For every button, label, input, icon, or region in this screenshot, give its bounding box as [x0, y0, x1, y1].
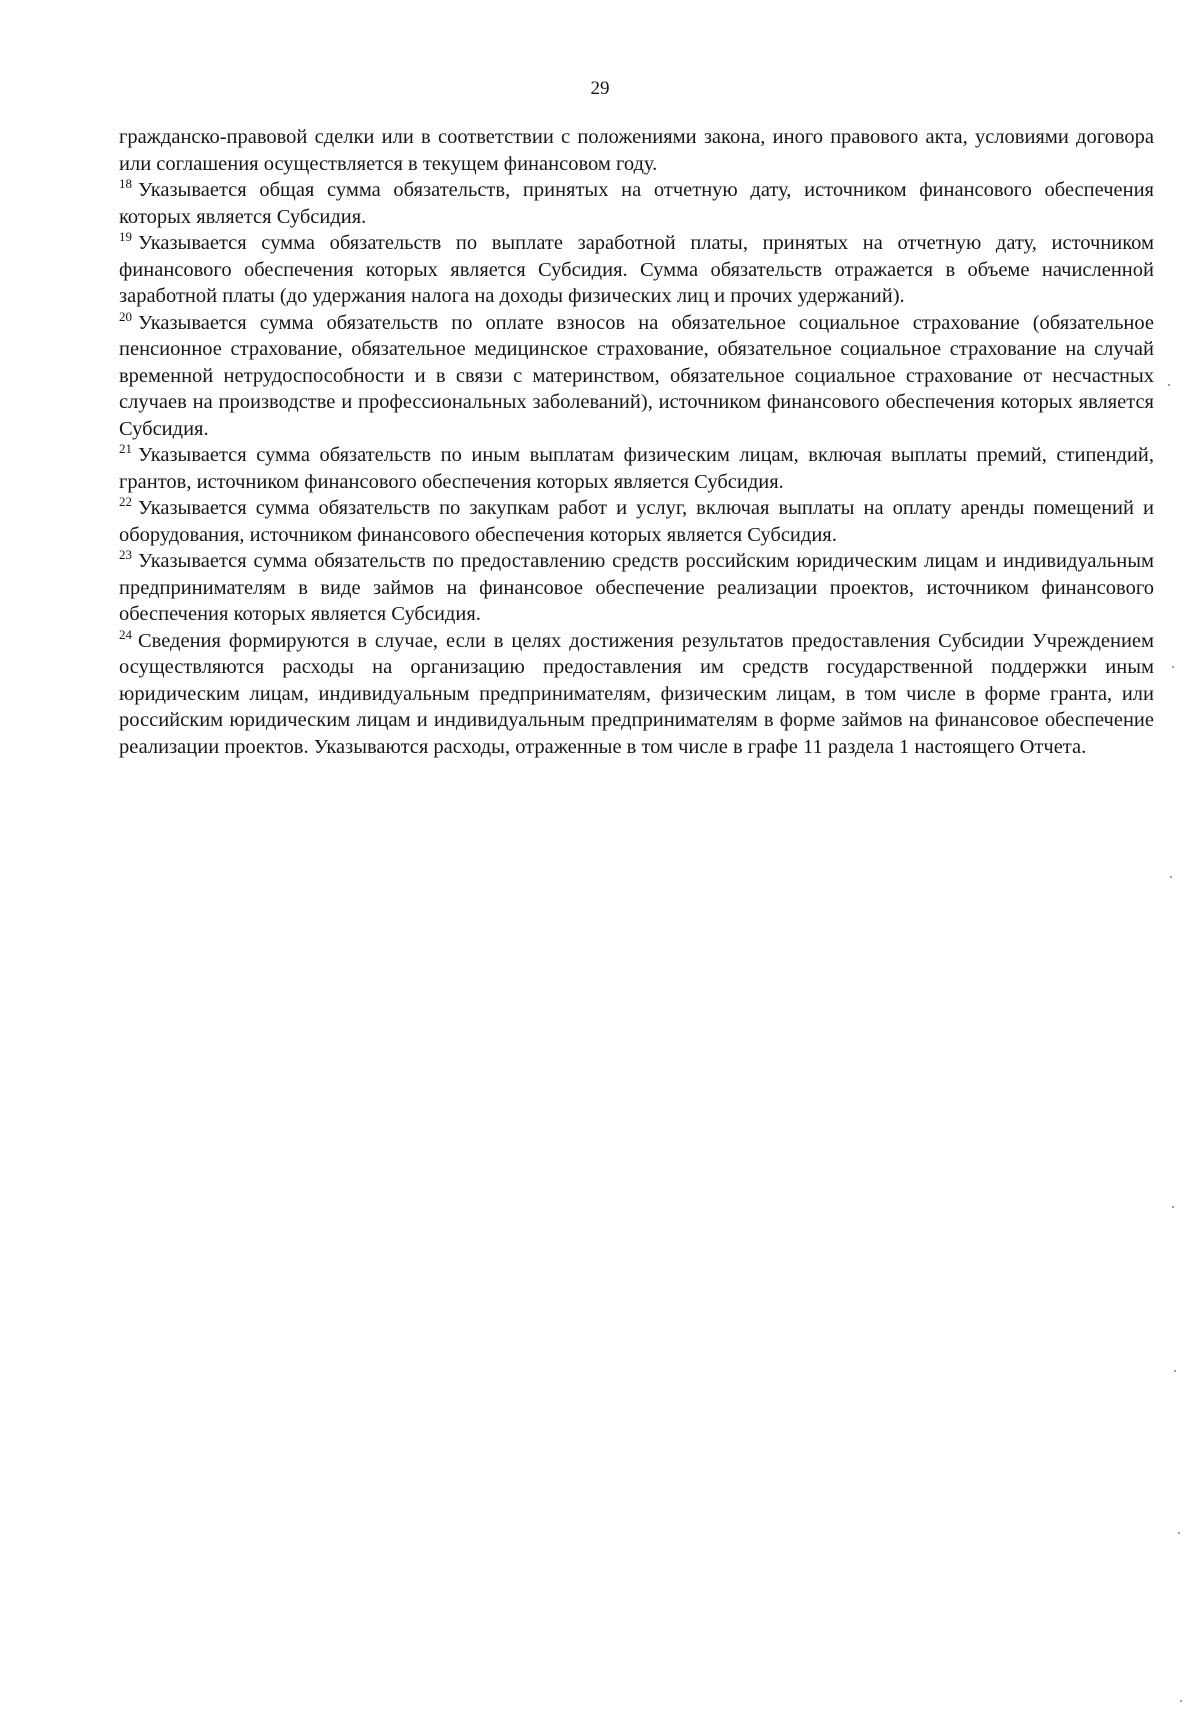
footnote-text: Указывается сумма обязательств по иным выплатам физическим лицам, включая выплаты премий, стипендий, грантов, источником финансового обеспечения которых является Субсидия. [119, 444, 1154, 493]
footnote-24 [119, 628, 1154, 761]
footnote-text: Сведения формируются в случае, если в целях достижения результатов предоставления Субсидии Учреждением осуществляются расходы на организацию предоставления им средств государственной поддержки иным юридическим лицам, индивидуальным предпринимателям, физическим лицам, в том числе в форме гранта, или российским юридическим лицам и индивидуальным предпринимателям в форме займов на финансовое обеспечение реализации проектов. Указываются расходы, отраженные в том числе в графе 11 раздела 1 настоящего Отчета. [119, 629, 1154, 758]
continuation-paragraph: гражданско-правовой сделки или в соответствии с положениями закона, иного правового акта, условиями договора или соглашения осуществляется в текущем финансовом году. [119, 126, 1154, 175]
scan-speck [1172, 1206, 1174, 1208]
footnotes-body [119, 124, 1154, 760]
footnote-number: 22 [119, 494, 132, 510]
footnote-text: Указывается сумма обязательств по оплате взносов на обязательное социальное страхование (обязательное пенсионное страхование, обязательное медицинское страхование, обязательное социальное страхование на случай временной нетрудоспособности и в связи с материнством, обязательное социальное страхование от несчастных случаев на производстве и профессиональных заболеваний), источником финансового обеспечения которых является Субсидия. [119, 311, 1154, 440]
footnote-19 [119, 230, 1154, 310]
footnote-23 [119, 548, 1154, 628]
footnote-text: Указывается сумма обязательств по предоставлению средств российским юридическим лицам и индивидуальным предпринимателям в виде займов на финансовое обеспечение реализации проектов, источником финансового обеспечения которых является Субсидия. [119, 550, 1154, 625]
footnote-number: 20 [119, 308, 132, 324]
footnote-text: Указывается сумма обязательств по выплате заработной платы, принятых на отчетную дату, источником финансового обеспечения которых является Субсидия. Сумма обязательств отражается в объеме начисленной заработной платы (до удержания налога на доходы физических лиц и прочих удержаний). [119, 232, 1154, 307]
footnote-number: 23 [119, 547, 132, 563]
footnote-22 [119, 495, 1154, 548]
footnote-21 [119, 442, 1154, 495]
scan-speck [1178, 1532, 1180, 1534]
scan-speck [1174, 1370, 1176, 1372]
footnote-18 [119, 177, 1154, 230]
scan-speck [1168, 384, 1170, 386]
footnote-number: 21 [119, 441, 132, 457]
footnote-number: 19 [119, 229, 132, 245]
footnote-20 [119, 310, 1154, 443]
scan-speck [1170, 876, 1172, 878]
page-number: 29 [590, 78, 610, 99]
scan-speck [1180, 1700, 1182, 1702]
footnote-number: 18 [119, 176, 132, 192]
scan-speck [1172, 666, 1174, 668]
footnote-text: Указывается общая сумма обязательств, принятых на отчетную дату, источником финансового обеспечения которых является Субсидия. [119, 179, 1154, 228]
footnote-text: Указывается сумма обязательств по закупкам работ и услуг, включая выплаты на оплату аренды помещений и оборудования, источником финансового обеспечения которых является Субсидия. [119, 497, 1154, 546]
footnote-number: 24 [119, 626, 132, 642]
